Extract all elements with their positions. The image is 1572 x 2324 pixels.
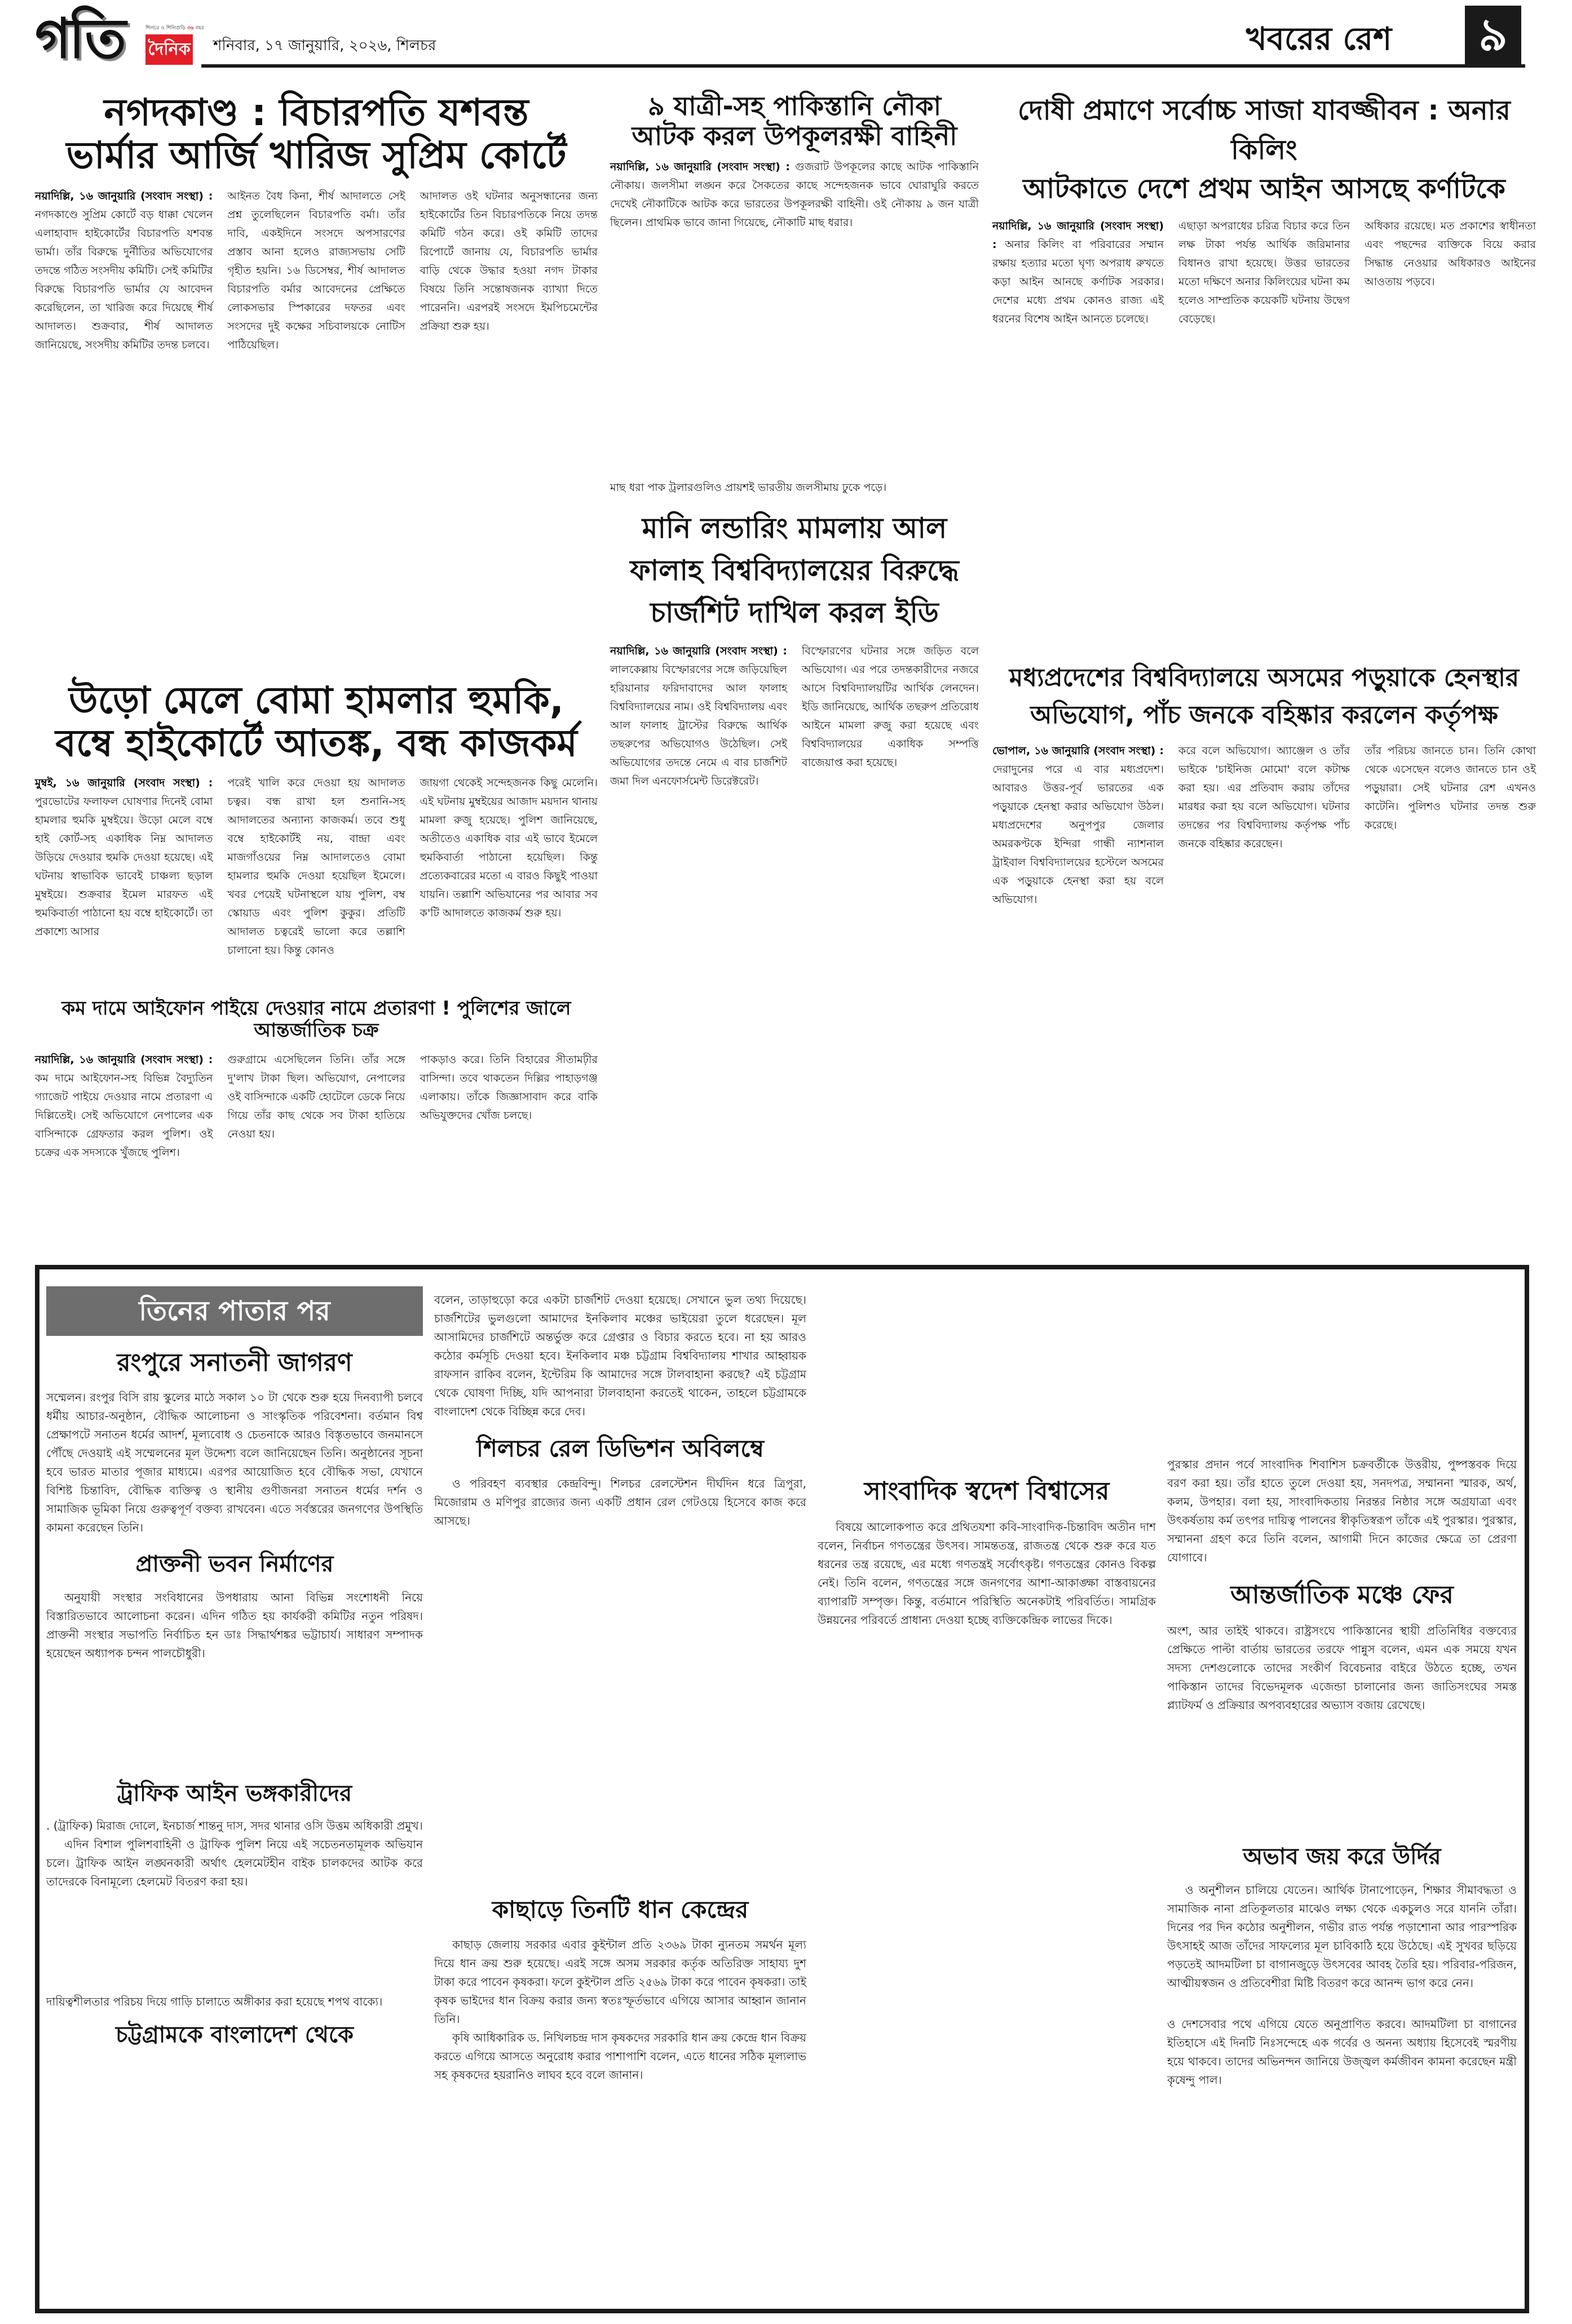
column-text: কম দামে আইফোন-সহ বিভিন্ন বৈদ্যুতিন গ্যাজেট পাইয়ে দেওয়ার নামে প্রতারণা এ দিল্লিতেই। সেই অভিযোগে নেপালের এক বাসিন্দাকে গ্রেফতার করল পুলিশ। ওই চক্রের এক সদস্যকে খুঁজছে পুলিশ। <box>35 1072 213 1159</box>
continued-stories-box <box>35 1265 1529 2313</box>
dateline: নয়াদিল্লি, ১৬ জানুয়ারি (সংবাদ সংস্থা) : <box>610 645 787 657</box>
story-headline-traffic[interactable]: ট্রাফিক আইন ভঙ্গকারীদের <box>117 1781 352 1807</box>
article-body <box>35 774 598 960</box>
story-text-traffic: . (ট্রাফিক) মিরাজ দোলে, ইনচার্জ শান্তনু দাস, সদর থানার ওসি উত্তম অধিকারী প্রমুখ। <box>46 1819 423 1832</box>
column-text: অনার কিলিং বা পরিবারের সম্মান রক্ষায় হত্যার মতো ঘৃণ্য অপরাধ রুখতে কড়া আইন আনছে কর্ণাটক সরকার। দেশের মধ্যে প্রথম কোনও রাজ্য এই ধরনের বিশেষ আইন আনতে চলেছে। <box>992 238 1164 325</box>
brand-badge <box>145 24 204 74</box>
story-headline-silchar-rail[interactable]: শিলচর রেল ডিভিশন অবিলম্বে <box>476 1435 765 1462</box>
box-column-3 <box>818 1286 1156 2301</box>
story-text-journalist: বিষয়ে আলোকপাত করে প্রথিতযশা কবি-সাংবাদিক-চিন্তাবিদ অতীন দাশ বলেন, নির্বাচন গণতন্ত্রের উৎসব। সামন্ততন্ত্র, রাজতন্ত্র থেকে শুরু করে যত ধরনের তন্ত্র রয়েছে, এর মধ্যে গণতন্ত্রই সর্বোৎকৃষ্ট। গণতন্ত্রের কোনও বিকল্প নেই। তিনি বলেন, গণতন্ত্রের সঙ্গে জনগণের আশা-আকাঙ্ক্ষা বাস্তবায়নের ব্যাপারটি সম্পৃক্ত। কিন্তু, বর্তমানে পরিস্থিতি অনেকটাই পরিবর্তিত। সামগ্রিক উন্নয়নের পরিবর্তে প্রাধান্য দেওয়া হচ্ছে ব্যক্তিকেন্দ্রিক লাভের দিকে। <box>818 1520 1156 1627</box>
box-column-1 <box>46 1286 423 2301</box>
article-body <box>610 158 979 232</box>
headline-line: ফালাহ বিশ্ববিদ্যালয়ের বিরুদ্ধে <box>630 554 959 587</box>
story-text-chattogram: বলেন, তাড়াহুড়ো করে একটা চার্জশিট দেওয়া হয়েছে। সেখানে ভুল তথ্য দিয়েছে। চার্জশিটের ভুলগুলো আমাদের ইনকিলাব মঞ্চের ভাইয়েরা তুলে ধরেছেন। মূল আসামিদের চার্জশিটে অন্তর্ভুক্ত করে গ্রেপ্তার ও বিচার করতে হবে। না হয় আরও কঠোর কর্মসূচি দেওয়া হবে। ইনকিলাব মঞ্চ চট্টগ্রাম বিশ্ববিদ্যালয় শাখার আহ্বায়ক রাফসান রাকিব বলেন, ইন্টেরিম কি আমাদের সঙ্গে টালবাহানা করছে? এই চট্টগ্রাম থেকে ঘোষণা দিচ্ছি, যদি আপনারা টালবাহানা করতেই থাকেন, তাহলে চট্টগ্রামকে বাংলাদেশ থেকে বিচ্ছিন্ন করে দেব। <box>434 1293 806 1418</box>
headline[interactable] <box>610 507 979 634</box>
column-text: দেরাদুনের পরে এ বার মধ্যপ্রদেশ। আবারও উত্তর-পূর্ব ভারতের এক পড়ুয়াকে হেনস্থা করার অভিযোগ উঠল। মধ্যপ্রদেশের অনুপপুর জেলার অমরকণ্টকে ইন্দিরা গান্ধী ন্যাশনাল ট্রাইবাল বিশ্ববিদ্যালয়ের হস্টেলে অসমের এক পড়ুয়াকে হেনস্থা করা হয় বলে অভিযোগ। <box>992 763 1164 906</box>
dateline: নয়াদিল্লি, ১৬ জানুয়ারি (সংবাদ সংস্থা) : <box>992 219 1164 251</box>
column-text: পাকড়াও করে। তিনি বিহারের সীতামঢ়ীর বাসিন্দা। তবে থাকতেন দিল্লির পাহাড়গঞ্জ এলাকায়। তাঁকে জিজ্ঞাসাবাদ করে বাকি অভিযুক্তদের খোঁজ চলছে। <box>420 1053 598 1122</box>
headline[interactable] <box>992 659 1536 734</box>
dateline: নয়াদিল্লি, ১৬ জানুয়ারি (সংবাদ সংস্থা) : <box>35 189 213 202</box>
article-bomb-threat <box>35 679 598 984</box>
article-body <box>992 217 1536 329</box>
masthead <box>0 0 1572 85</box>
column-text: অধিকার রয়েছে। মত প্রকাশের স্বাধীনতা এবং পছন্দের ব্যক্তিকে বিয়ে করার সিদ্ধান্ত নেওয়ার অধিকারও আইনের আওতায় পড়বে। <box>1365 219 1536 288</box>
article-body <box>992 742 1536 909</box>
story-text-poverty: ও অনুশীলন চালিয়ে যেতেন। আর্থিক টানাপোড়েন, শিক্ষার সীমাবদ্ধতা ও সামাজিক নানা প্রতিকূলতার মাঝেও লক্ষ্য থেকে একচুলও সরে যাননি তাঁরা। দিনের পর দিন কঠোর অনুশীলন, গভীর রাত পর্যন্ত পড়াশোনা আর পারস্পরিক উৎসাহই আজ তাঁদের সাফল্যের মূল চাবিকাঠি হয়ে উঠেছে। এই সুখবর ছড়িয়ে পড়তেই আদমটিলা চা বাগানজুড়ে উৎসবের আবহ তৈরি হয়। পরিবার-পরিজন, আত্মীয়স্বজন ও প্রতিবেশীরা মিষ্টি বিতরণ করে আনন্দ ভাগ করে নেন। <box>1167 1883 1517 1990</box>
headline-line: চার্জশিট দাখিল করল ইডি <box>650 596 939 629</box>
dateline: মুম্বই, ১৬ জানুয়ারি (সংবাদ সংস্থা) : <box>35 776 213 789</box>
newspaper-logo[interactable]: গতি <box>35 7 124 71</box>
section-title: খবরের রেশ <box>1246 21 1392 57</box>
brand-years: ৩৬ <box>187 25 194 31</box>
story-text-rangpur: সম্মেলন। রংপুর বিসি রায় স্কুলের মাঠে সকাল ১০ টা থেকে শুরু হয়ে দিনব্যাপী চলবে ধর্মীয় আচার-অনুষ্ঠান, বৌদ্ধিক আলোচনা ও সাংস্কৃতিক পরিবেশনা। বর্তমান বিশ্ব প্রেক্ষাপটে সনাতন ধর্মের আদর্শ, মূল্যবোধ ও চেতনাকে আরও বিস্তৃতভাবে জনমানসে পৌঁছে দেওয়াই এই সম্মেলনের মূল উদ্দেশ্য বলে জানিয়েছেন তিনি। অনুষ্ঠানের সূচনা হবে ভারত মাতার পূজার মাধ্যমে। এরপর আয়োজিত হবে বৌদ্ধিক সভা, যেখানে বিশিষ্ট চিন্তাবিদ, বৌদ্ধিক ব্যক্তিত্ব ও স্থানীয় গুণীজনরা সনাতন ধর্মের দর্শন ও সামাজিক ভূমিকা নিয়ে গুরুত্বপূর্ণ বক্তব্য রাখবেন। এতে সর্বস্তরের জনগণের উপস্থিতি কামনা করেছেন তিনি। <box>46 1391 423 1534</box>
headline[interactable] <box>35 679 598 765</box>
article-cash-scandal <box>35 91 598 666</box>
column-text: আইনত বৈধ কিনা, শীর্ষ আদালতে সেই প্রশ্ন তুলেছিলেন বিচারপতি বর্মা। তাঁর দাবি, একইদিনে সংসদে অপসারণের প্রস্তাব আনা হলেও রাজ্যসভায় সেটি গৃহীত হয়নি। ১৬ ডিসেম্বর, শীর্ষ আদালত বিচারপতি বর্মার আবেদনের প্রেক্ষিতে লোকসভার স্পিকারের দফতর এবং সংসদের দুই কক্ষের সচিবালয়কে নোটিস পাঠিয়েছিল। <box>227 189 405 351</box>
box-column-4 <box>1167 1286 1517 2301</box>
brand-tagline-prefix: শিলচর ও শিলিগুড়ি <box>145 25 186 31</box>
headline-line: ৯ যাত্রী-সহ পাকিস্তানি নৌকা <box>647 91 942 121</box>
article-honour-killing <box>992 91 1536 655</box>
story-text-cachar-paddy-2: কৃষি আধিকারিক ড. নিখিলচন্দ্র দাস কৃষকদের সরকারি ধান ক্রয় কেন্দ্রে ধান বিক্রয় করতে এগিয়ে আসতে অনুরোধ করার পাশাপাশি বলেন, এতে ধানের সঠিক মূল্যলাভ সহ কৃষকদের হয়রানিও লাঘব হবে বলে জানান। <box>434 2031 806 2082</box>
headline-line: উড়ো মেলে বোমা হামলার হুমকি, <box>69 679 564 722</box>
brand-tagline <box>145 24 204 32</box>
page-number: ৯ <box>1465 6 1521 64</box>
headline-line: দোষী প্রমাণে সর্বোচ্চ সাজা যাবজ্জীবন : অনার কিলিং <box>1018 95 1511 166</box>
column-text: এছাড়া অপরাধের চরিত্র বিচার করে তিন লক্ষ টাকা পর্যন্ত আর্থিক জরিমানার বিধানও রাখা হয়েছে। উত্তর ভারতের মতো দক্ষিণে অনার কিলিংয়ের ঘটনা কম হলেও সাম্প্রতিক কয়েকটি ঘটনায় উদ্বেগ বেড়েছে। <box>1178 219 1350 325</box>
headline[interactable] <box>610 91 979 151</box>
box-column-2 <box>434 1286 806 2301</box>
dateline: নয়াদিল্লি, ১৬ জানুয়ারি (সংবাদ সংস্থা) : <box>610 160 790 173</box>
article-body <box>35 1051 598 1162</box>
column-text: আদালত ওই ঘটনার অনুসন্ধানের জন্য হাইকোর্টের তিন বিচারপতিকে নিয়ে তদন্ত কমিটি গঠন করে। ওই কমিটি তাদের রিপোর্টে জানায় যে, বিচারপতি ভার্মার বাড়ি থেকে উদ্ধার হওয়া নগদ টাকার বিষয়ে তিনি সন্তোষজনক ব্যাখ্যা দিতে পারেননি। এরপরই সংসদে ইমপিচমেন্টের প্রক্রিয়া শুরু হয়। <box>420 189 598 333</box>
story-headline-intl-stage[interactable]: আন্তর্জাতিক মঞ্চে ফের <box>1230 1581 1454 1609</box>
headline-line: আটকাতে দেশে প্রথম আইন আসছে কর্ণাটকে <box>1023 173 1505 205</box>
headline-line: আটক করল উপকূলরক্ষী বাহিনী <box>632 120 957 151</box>
headline-line: বম্বে হাইকোর্টে আতঙ্ক, বন্ধ কাজকর্ম <box>55 721 577 765</box>
column-text: পরেই খালি করে দেওয়া হয় আদালত চত্বর। বন্ধ রাখা হল শুনানি-সহ আদালতের অন্যান্য কাজকর্ম। তবে শুধু বম্বে হাইকোর্টই নয়, বান্দ্রা এবং মাজগাঁওয়ের নিম্ন আদালতেও বোমা হামলার হুমকি দেওয়া হয়েছিল ইমেলে। খবর পেয়েই ঘটনাস্থলে যায় পুলিশ, বম্ব স্কোয়াড এবং পুলিশ কুকুর। প্রতিটি আদালত চত্বরেই ভালো করে তল্লাশি চালানো হয়। কিন্তু কোনও <box>227 776 405 957</box>
story-closing-traffic: দায়িত্বশীলতার পরিচয় দিয়ে গাড়ি চালাতে অঙ্গীকার করা হয়েছে শপথ বাক্যে। <box>46 1995 383 2008</box>
dateline: নয়াদিল্লি, ১৬ জানুয়ারি (সংবাদ সংস্থা) : <box>35 1053 213 1066</box>
story-headline-poverty[interactable]: অভাব জয় করে উর্দির <box>1243 1844 1441 1870</box>
brand-tagline-suffix: বছর <box>195 25 204 31</box>
story-headline-journalist[interactable]: সাংবাদিক স্বদেশ বিশ্বাসের <box>864 1477 1110 1506</box>
story-text-intl-stage: অংশ, আর তাইই থাকবে। রাষ্ট্রসংঘে পাকিস্তানের স্থায়ী প্রতিনিধির বক্তব্যের প্রেক্ষিতে পাল্টা বার্তায় ভারতের তরফে পান্নুস বলেন, এমন এক সময়ে যখন সদস্য দেশগুলোকে তাদের সংকীর্ণ বিবেচনার বাইরে উঠতে হচ্ছে, তখন পাকিস্তান তাদের বিভেদমূলক এজেন্ডা চালানোর জন্য জাতিসংঘের সমস্ত প্ল্যাটফর্ম ও প্রক্রিয়ার অপব্যবহারের অভ্যাস বজায় রেখেছে। <box>1167 1624 1517 1712</box>
story-closing-poverty: ও দেশসেবার পথে এগিয়ে যেতে অনুপ্রাণিত করবে। আদমটিলা চা বাগানের ইতিহাসে এই দিনটি নিঃসন্দেহে এক গর্বের ও অনন্য অধ্যায় হিসেবেই স্মরণীয় হয়ে থাকবে। তাদের অভিনন্দন জানিয়ে উজ্জ্বল কর্মজীবন কামনা করেছেন মন্ত্রী কৃষেন্দু পাল। <box>1167 2017 1517 2087</box>
story-headline-prakrani[interactable]: প্রাক্তনী ভবন নির্মাণের <box>135 1551 334 1577</box>
column-text: বিস্ফোরণের ঘটনার সঙ্গে জড়িত বলে অভিযোগ। এর পরে তদন্তকারীদের নজরে আসে বিশ্ববিদ্যালয়টির আর্থিক লেনদেন। ইডি জানিয়েছে, আর্থিক তছরুপ প্রতিরোধ আইনে মামলা রুজু করা হয়েছে এবং বিশ্ববিদ্যালয়ের একাধিক সম্পত্তি বাজেয়াপ্ত করা হয়েছে। <box>802 645 979 769</box>
headline[interactable] <box>992 91 1536 209</box>
article-pakistani-boat <box>610 91 979 497</box>
column-text: করে বলে অভিযোগ। অ্যাঞ্জেল ও তাঁর ভাইকে 'চাইনিজ মোমো' বলে কটাক্ষ করা হয়। এর প্রতিবাদ করায় তাঁদের মারধর করা হয় বলে অভিযোগ। ঘটনার তদন্তের পর বিশ্ববিদ্যালয় কর্তৃপক্ষ পাঁচ জনকে বহিষ্কার করেছেন। <box>1178 745 1350 850</box>
story-text-traffic-2: এদিন বিশাল পুলিশবাহিনী ও ট্রাফিক পুলিশ নিয়ে এই সচেতনতামূলক অভিযান চলে। ট্রাফিক আইন লঙ্ঘনকারী অর্থাৎ হেলমেটহীন বাইক চালকদের আটক করে তাদেরকে বিনামূল্যে হেলমেট বিতরণ করা হয়। <box>46 1838 423 1888</box>
dateline: ভোপাল, ১৬ জানুয়ারি (সংবাদ সংস্থা) : <box>992 745 1164 757</box>
closing-text: মাছ ধরা পাক ট্রলারগুলিও প্রায়শই ভারতীয় জলসীমায় ঢুকে পড়ে। <box>610 481 887 494</box>
column-text: পুরভোটের ফলাফল ঘোষণার দিনেই বোমা হামলার হুমকি মুম্বইয়ে। উড়ো মেলে বম্বে হাই কোর্ট-সহ একাধিক নিম্ন আদালত উড়িয়ে দেওয়ার হুমকি দেওয়া হয়েছে। এই ঘটনায় স্বাভাবিক ভাবেই চাঞ্চল্য ছড়াল মুম্বইয়ে। শুক্রবার ইমেল মারফত এই হুমকিবার্তা পাঠানো হয় বম্বে হাইকোর্টে। তা প্রকাশ্যে আসার <box>35 795 213 938</box>
issue-date: শনিবার, ১৭ জানুয়ারি, ২০২৬, শিলচর <box>213 37 436 54</box>
headline[interactable] <box>35 91 598 177</box>
article-al-falah <box>610 507 979 1246</box>
column-text: নগদকাণ্ডে সুপ্রিম কোর্টে বড় ধাক্কা খেলেন এলাহাবাদ হাইকোর্টের বিচারপতি যশবন্ত ভার্মা। তাঁর বিরুদ্ধে দুর্নীতির অভিযোগের তদন্তে গঠিত সংসদীয় কমিটি। সেই কমিটির বিরুদ্ধে বিচারপতি ভার্মার যে আবেদন করেছিলেন, তা খারিজ করে দিয়েছে শীর্ষ আদালত। শুক্রবার, শীর্ষ আদালত জানিয়েছে, সংসদীয় কমিটির তদন্ত চলবে। <box>35 208 213 351</box>
masthead-rule <box>201 64 1525 68</box>
article-body <box>35 187 598 355</box>
brand-name: দৈনিক <box>145 34 193 65</box>
headline[interactable]: কম দামে আইফোন পাইয়ে দেওয়ার নামে প্রতারণা ! পুলিশের জালে আন্তর্জাতিক চক্র <box>61 997 571 1042</box>
column-text: তাঁর পরিচয় জানতে চান। তিনি কোথা থেকে এসেছেন বলেও জানতে চান ওই পড়ুয়ারা। সেই ঘটনার রেশ এখনও কাটেনি। পুলিশও ঘটনার তদন্ত শুরু করেছে। <box>1365 745 1536 831</box>
continued-box-title: তিনের পাতার পর <box>46 1286 423 1336</box>
story-text-cachar-paddy: কাছাড় জেলায় সরকার এবার কুইন্টাল প্রতি ২৩৬৯ টাকা ন্যুনতম সমর্থন মূল্য দিয়ে ধান ক্রয় শুরু হয়েছে। এরই সঙ্গে অসম সরকার কর্তৃক অতিরিক্ত সাহায্য দুশ টাকা করে পাবেন কৃষকরা। ফলে কুইন্টাল প্রতি ২৫৬৯ টাকা করে পাবেন কৃষকরা। তাই কৃষক ভাইদের ধান বিক্রয় করার জন্য স্বতঃস্ফূর্তভাবে এগিয়ে আসার আহ্বান জানান তিনি। <box>434 1938 806 2026</box>
story-text-prakrani: অনুযায়ী সংস্থার সংবিধানের উপধারায় আনা বিভিন্ন সংশোধনী নিয়ে বিস্তারিতভাবে আলোচনা করেন। এদিন গঠিত হয় কার্যকরী কমিটির নতুন পরিষদ। প্রাক্তনী সংস্থার সভাপতি নির্বাচিত হন ডাঃ সিদ্ধার্থশঙ্কর ভট্টাচার্য। সাধারণ সম্পাদক হয়েছেন অধ্যাপক চন্দন পালচৌধুরী। <box>46 1591 423 1660</box>
headline-line: ভার্মার আর্জি খারিজ সুপ্রিম কোর্টে <box>66 133 567 177</box>
headline-line: নগদকাণ্ড : বিচারপতি যশবন্ত <box>104 91 529 134</box>
column-text: গুরুগ্রামে এসেছিলেন তিনি। তাঁর সঙ্গে দু'লাখ টাকা ছিল। অভিযোগ, নেপালের ওই বাসিন্দাকে একটি হোটেলে ডেকে নিয়ে গিয়ে তাঁর কাছ থেকে সব টাকা হাতিয়ে নেওয়া হয়। <box>227 1053 405 1141</box>
headline-line: মানি লন্ডারিং মামলায় আল <box>642 512 947 545</box>
article-body <box>610 642 979 791</box>
column-text: জায়গা থেকেই সন্দেহজনক কিছু মেলেনি। এই ঘটনায় মুম্বইয়ের আজাদ ময়দান থানায় মামলা রুজু হয়েছে। পুলিশ জানিয়েছে, অতীতেও একাধিক বার এই ভাবে ইমেলে হুমকিবার্তা পাঠানো হয়েছিল। কিন্তু প্রত্যেকবারের মতো এ বারও কিছুই পাওয়া যায়নি। তল্লাশি অভিযানের পর আবার সব ক'টি আদালতে কাজকর্ম শুরু হয়। <box>420 776 598 919</box>
story-headline-rangpur[interactable]: রংপুরে সনাতনী জাগরণ <box>117 1348 352 1377</box>
story-headline-chattogram[interactable]: চট্টগ্রামকে বাংলাদেশ থেকে <box>116 2022 354 2048</box>
article-mp-university <box>992 659 1536 1246</box>
column-text: লালকেল্লায় বিস্ফোরণের সঙ্গে জড়িয়েছিল হরিয়ানার ফরিদাবাদের আল ফালাহ বিশ্ববিদ্যালয়ের নাম। ওই বিশ্ববিদ্যালয় এবং আল ফালাহ ট্রাস্টের বিরুদ্ধে আর্থিক তছরুপের অভিযোগও উঠেছিল। সেই অভিযোগের তদন্তে নেমে এ বার চার্জশিট জমা দিল এনফোর্সমেন্ট ডিরেক্টরেট। <box>610 663 787 787</box>
headline-line: অভিযোগ, পাঁচ জনকে বহিষ্কার করলেন কর্তৃপক্ষ <box>1030 701 1498 729</box>
article-iphone-fraud <box>35 998 598 1246</box>
story-text-silchar-rail: ও পরিবহণ ব্যবস্থার কেন্দ্রবিন্দু। শিলচর রেলস্টেশন দীর্ঘদিন ধরে ত্রিপুরা, মিজোরাম ও মণিপুর রাজ্যের জন্য একটি প্রধান রেল গেটওয়ে হিসেবে কাজ করে আসছে। <box>434 1477 806 1528</box>
headline-line: মধ্যপ্রদেশের বিশ্ববিদ্যালয়ে অসমের পড়ুয়াকে হেনস্থার <box>1009 663 1520 692</box>
story-text-journalist-award: পুরস্কার প্রদান পর্বে সাংবাদিক শিবাশিস চক্রবর্তীকে উত্তরীয়, পুষ্পস্তবক দিয়ে বরণ করা হয়। তাঁর হাতে তুলে দেওয়া হয়, সনদপত্র, সম্মাননা স্মারক, অর্থ, কলম, উপহার। বলা হয়, সাংবাদিকতায় নিরন্তর নিষ্ঠার সঙ্গে অগ্রযাত্রা এবং উৎকর্ষতায় কর্ম তৎপর দায়িত্ব পালনের স্বীকৃতিস্বরূপ তাঁকে এই পুরস্কার। পুরস্কার, সম্মাননা গ্রহণ করে তিনি বলেন, আগামী দিনে কাজের ক্ষেত্রে তা প্রেরণা যোগাবে। <box>1167 1458 1517 1564</box>
story-headline-cachar-paddy[interactable]: কাছাড়ে তিনটি ধান কেন্দ্রের <box>492 1896 749 1923</box>
lead-text: গুজরাট উপকূলের কাছে আটক পাকিস্তানি নৌকায়। জলসীমা লঙ্ঘন করে সৈকতের কাছে সন্দেহজনক ভাবে ঘোরাঘুরি করতে দেখেই নৌকাটিকে আটক করে ভারতের উপকূলরক্ষী বাহিনী। ওই নৌকায় ৯ জন যাত্রী ছিলেন। প্রাথমিক ভাবে জানা গিয়েছে, নৌকাটি মাছ ধরার। <box>610 160 979 229</box>
